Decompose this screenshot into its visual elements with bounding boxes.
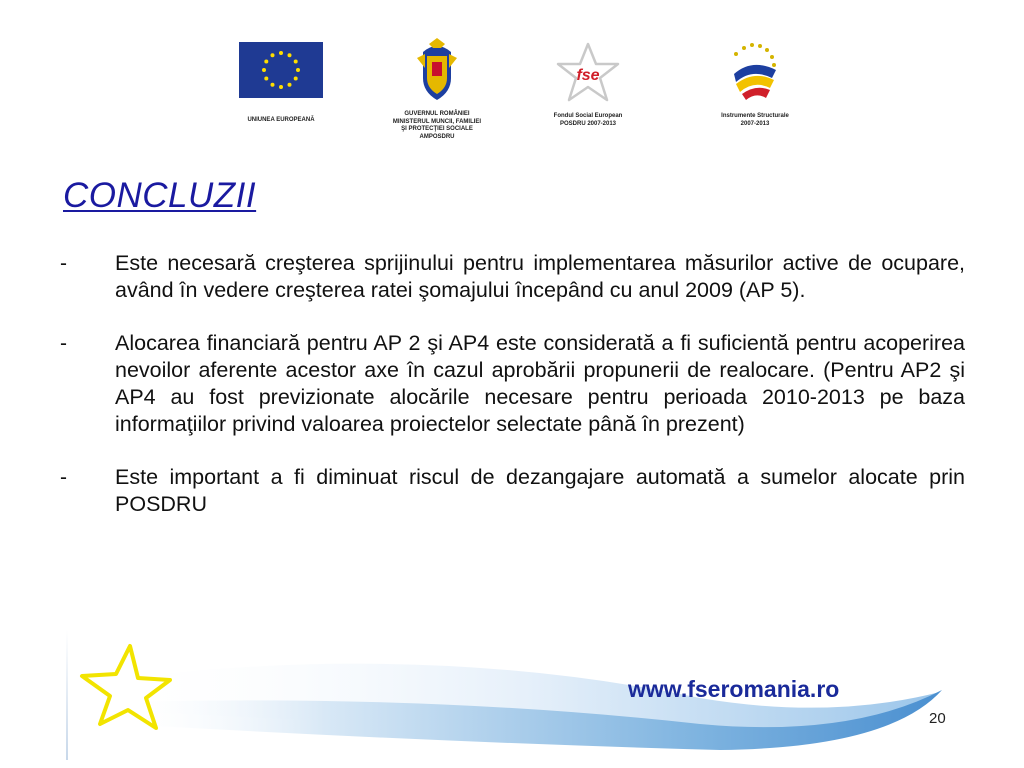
- structural-instruments-icon: [722, 40, 788, 104]
- gov-caption-line: GUVERNUL ROMÂNIEI: [404, 111, 470, 117]
- website-url[interactable]: www.fseromania.ro: [628, 676, 840, 702]
- bullet-text: Este necesară creşterea sprijinului pentru implementarea măsurilor active de ocupare, având în vedere creşterea ratei şomajului începând cu anul 2009 (AP 5).: [115, 251, 965, 302]
- logo-bar: [0, 0, 1024, 160]
- gov-caption-line: AMPOSDRU: [419, 133, 455, 140]
- bullet-item: [60, 330, 965, 438]
- is-caption-line: 2007-2013: [740, 120, 770, 127]
- eu-flag-icon: [239, 42, 323, 98]
- bullet-text: Este important a fi diminuat riscul de dezangajare automată a sumelor alocate prin POSDRU: [115, 465, 965, 516]
- fse-caption-line: Fondul Social European: [553, 113, 623, 119]
- slide-title: CONCLUZII: [63, 176, 257, 215]
- bullet-text: Alocarea financiară pentru AP 2 şi AP4 este considerată a fi suficientă pentru acoperirea nevoilor aferente acestor axe în cazul aprobării propunerii de realocare. (Pentru AP2 şi AP4 au fost previzionate alocările necesare pentru perioada 2010-2013 pe baza informaţiilor privind valoarea proiectelor selectate până în prezent): [115, 331, 965, 436]
- gov-caption: [372, 111, 502, 141]
- eu-caption: UNIUNEA EUROPEANĂ: [247, 117, 315, 123]
- fse-mark: fse: [576, 67, 600, 84]
- footer-decoration: [0, 620, 1024, 768]
- footer-vertical-line: [66, 630, 68, 760]
- romanian-coat-of-arms-icon: [415, 38, 459, 102]
- fse-star-icon: [555, 42, 621, 104]
- bullet-item: [60, 250, 965, 304]
- fse-logo: [538, 42, 638, 128]
- government-logo: [372, 38, 502, 141]
- fse-caption: [538, 113, 638, 128]
- structural-instruments-logo: [700, 40, 810, 128]
- page-number: 20: [929, 710, 946, 727]
- gov-caption-line: ŞI PROTECŢIEI SOCIALE: [401, 126, 473, 132]
- bullet-dash: -: [60, 466, 67, 489]
- bullet-item: [60, 464, 965, 518]
- bullet-dash: -: [60, 332, 67, 355]
- fse-caption-line: POSDRU 2007-2013: [559, 120, 617, 127]
- gov-caption-line: MINISTERUL MUNCII, FAMILIEI: [392, 118, 482, 125]
- bullet-dash: -: [60, 252, 67, 275]
- eu-flag-logo: [232, 42, 330, 125]
- is-caption: [700, 113, 810, 128]
- is-caption-line: Instrumente Structurale: [721, 113, 789, 119]
- bullet-list: [60, 250, 965, 544]
